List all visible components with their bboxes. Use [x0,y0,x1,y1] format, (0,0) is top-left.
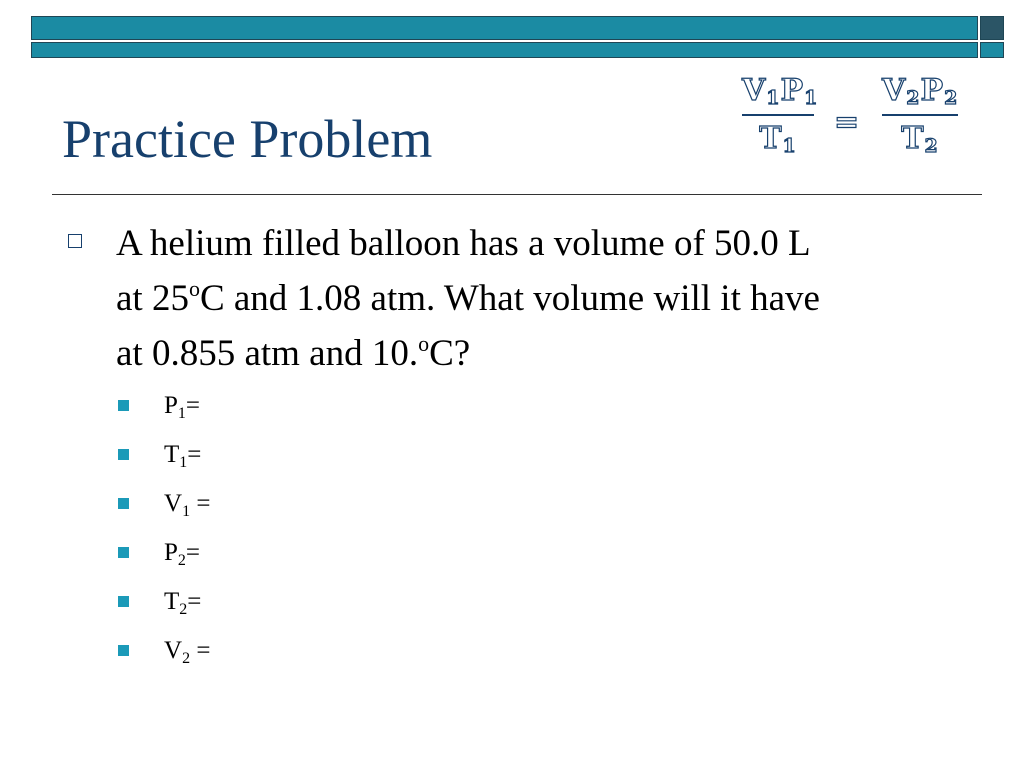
variable-label: $T_1=$ [164,441,202,471]
title-divider-line [52,194,982,195]
hollow-square-bullet-icon [68,234,82,248]
problem-statement [116,216,996,381]
combined-gas-law-formula [742,73,962,176]
formula-right-numerator: $V_2P_2$ [882,73,959,109]
variable-label: $V_2$ = [164,637,211,667]
variable-label: $P_1=$ [164,392,201,422]
square-bullet-icon [118,498,129,509]
square-bullet-icon [118,547,129,558]
header-bar-top [31,16,978,40]
problem-line-1: A helium filled balloon has a volume of 50.0 L [116,223,811,264]
square-bullet-icon [118,596,129,607]
square-bullet-icon [118,645,129,656]
variable-label: $V_1$ = [164,490,211,520]
problem-line-2: at 25$^o$C and 1.08 atm. What volume will it have [116,276,820,319]
formula-left-denominator: $T_1$ [759,121,797,157]
formula-left-fraction-bar [742,114,814,116]
header-corner-light [980,42,1004,58]
variable-label: $T_2=$ [164,588,202,618]
square-bullet-icon [118,449,129,460]
formula-right-fraction [882,73,959,157]
formula-right-denominator: $T_2$ [901,121,939,157]
variable-label: $P_2=$ [164,539,201,569]
square-bullet-icon [118,400,129,411]
problem-line-3: at 0.855 atm and 10.$^o$C? [116,331,471,374]
header-bar-bottom [31,42,978,58]
formula-equals-sign: = [834,105,860,140]
formula-left-fraction [742,73,819,157]
header-corner-dark [980,16,1004,40]
formula-right-fraction-bar [882,114,958,116]
formula-left-numerator: $V_1P_1$ [742,73,819,109]
slide-title: Practice Problem [62,109,433,169]
